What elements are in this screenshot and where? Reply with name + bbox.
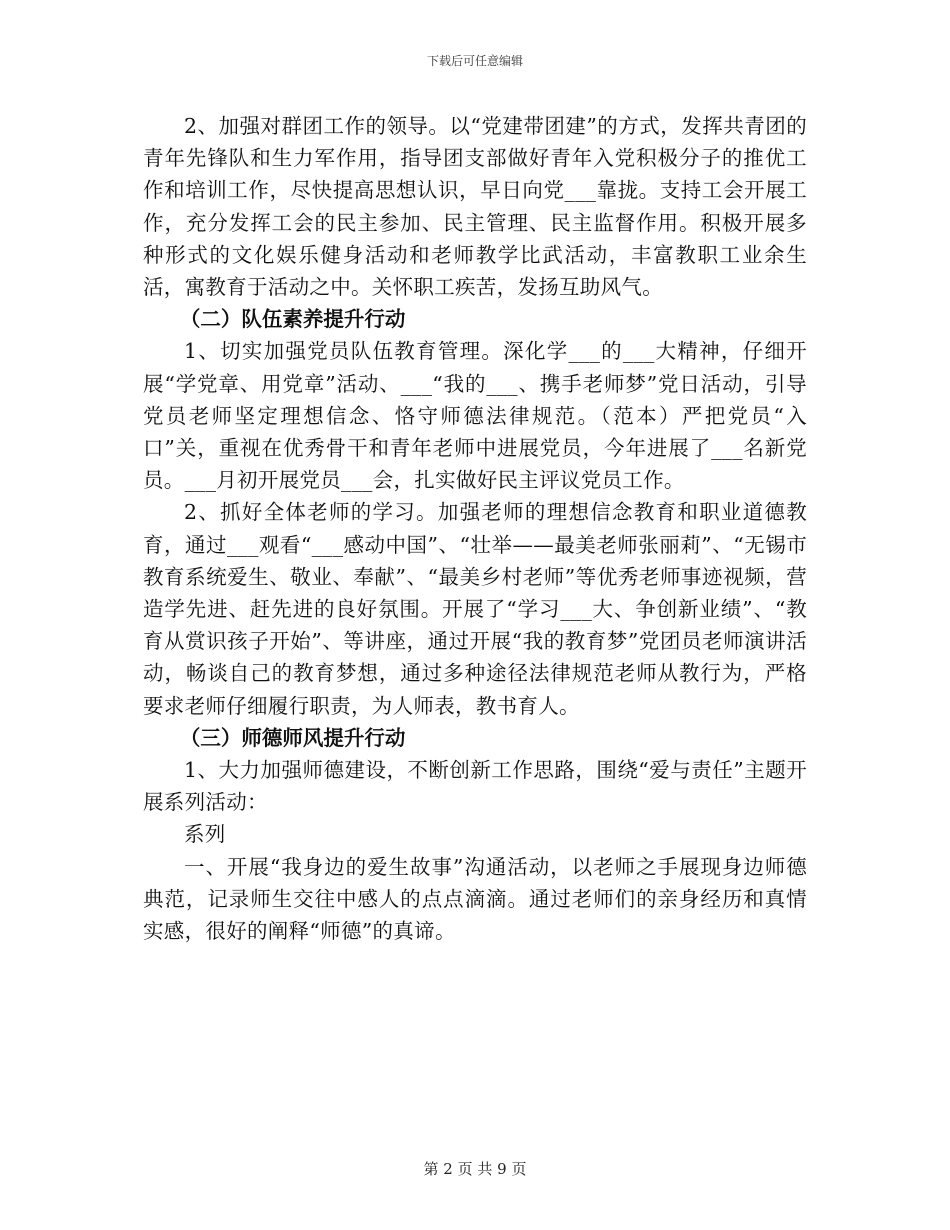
page-header: 下载后可任意编辑	[426, 54, 523, 68]
page-footer: 第 2 页 共 9 页	[423, 1160, 527, 1178]
paragraph-party-group-leadership: 2、加强对群团工作的领导。以“党建带团建”的方式，发挥共青团的青年先锋队和生力军作用，指导团支部做好青年入党积极分子的推优工作和培训工作，尽快提高思想认识，早日向党___靠拢。支持工会开展工作，充分发挥工会的民主参加、民主管理、民主监督作用。积极开展多种形式的文化娱乐健身活动和老师教学比武活动，丰富教职工业余生活，寓教育于活动之中。关怀职工疾苦，发扬互助风气。	[143, 114, 807, 300]
paragraph-series-label: 系列	[184, 822, 226, 847]
paragraph-ethics-construction: 1、大力加强师德建设，不断创新工作思路，围绕“爱与责任”主题开展系列活动：	[143, 758, 807, 815]
document-body	[143, 110, 807, 947]
paragraph-love-story-activity: 一、开展“我身边的爱生故事”沟通活动，以老师之手展现身边师德典范，记录师生交往中感人的点点滴滴。通过老师们的亲身经历和真情实感，很好的阐释“师德”的真谛。	[143, 854, 807, 944]
paragraph-party-member-education: 1、切实加强党员队伍教育管理。深化学___的___大精神，仔细开展“学党章、用党章”活动、___“我的___、携手老师梦”党日活动，引导党员老师坚定理想信念、恪守师德法律规范。（范本）严把党员“入口”关，重视在优秀骨干和青年老师中进展党员，今年进展了___名新党员。___月初开展党员___会，扎实做好民主评议党员工作。	[143, 339, 807, 493]
section-heading-teacher-ethics: （三）师德师风提升行动	[179, 725, 406, 750]
section-heading-team-quality: （二）队伍素养提升行动	[179, 307, 406, 332]
paragraph-teacher-study: 2、抓好全体老师的学习。加强老师的理想信念教育和职业道德教育，通过___观看“___感动中国”、“壮举——最美老师张丽莉”、“无锡市教育系统爱生、敬业、奉献”、“最美乡村老师”等优秀老师事迹视频，营造学先进、赶先进的良好氛围。开展了“学习___大、争创新业绩”、“教育从赏识孩子开始”、等讲座，通过开展“我的教育梦”党团员老师演讲活动，畅谈自己的教育梦想，通过多种途径法律规范老师从教行为，严格要求老师仔细履行职责，为人师表，教书育人。	[143, 500, 807, 718]
